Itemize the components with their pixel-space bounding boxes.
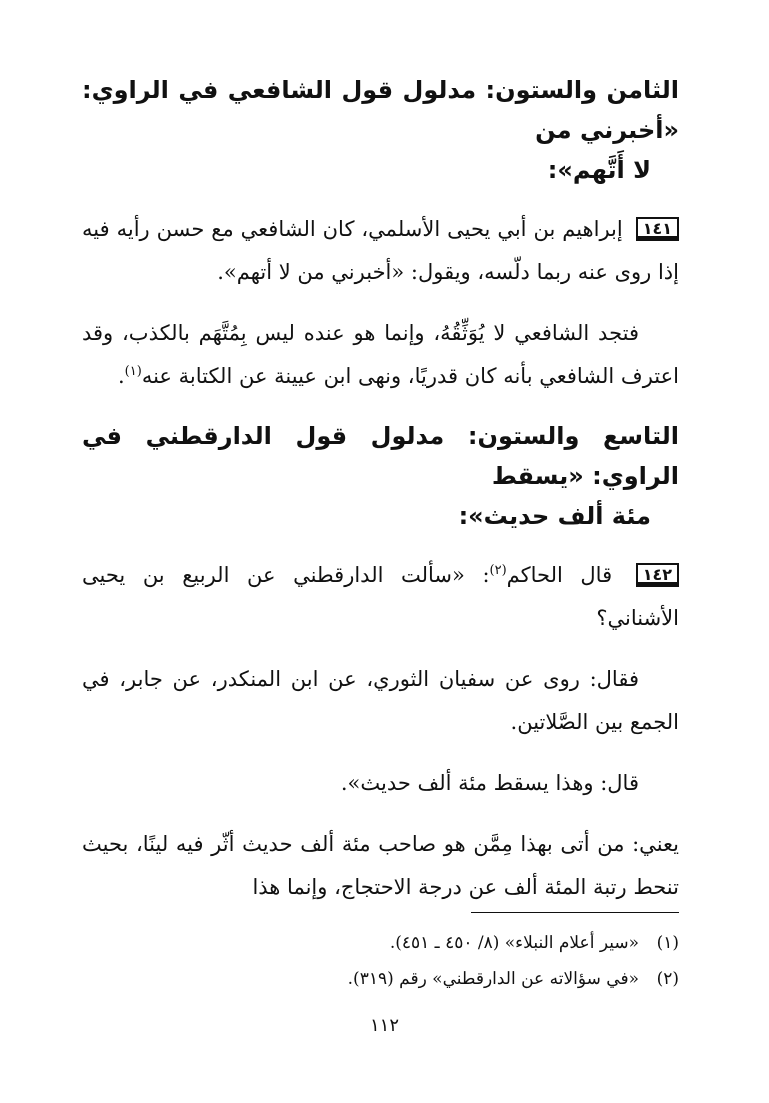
paragraph-142-explanation [82, 823, 679, 909]
commentary-text: فتجد الشافعي لا يُوَثِّقُهُ، وإنما هو عنده ليس بِمُتَّهَم بالكذب، وقد اعترف الشافعي بأنه كان قدريًا، ونهى ابن عيينة عن الكتابة عنه [82, 321, 679, 388]
paragraph-141-commentary [82, 312, 679, 398]
footnote-2 [82, 961, 679, 997]
footnote-1-text: «سير أعلام النبلاء» (٨/ ٤٥٠ ـ ٤٥١). [389, 933, 639, 953]
quote-text: قال: وهذا يسقط مئة ألف حديث». [340, 771, 639, 795]
footnote-2-text: «في سؤالاته عن الدارقطني» رقم (٣١٩). [347, 969, 639, 989]
section-heading-69-line1: التاسع والستون: مدلول قول الدارقطني في الراوي: «يسقط [82, 422, 679, 490]
commentary-end: . [117, 364, 125, 388]
footnote-divider [471, 912, 679, 913]
item-number-141: ١٤١ [636, 217, 679, 241]
item-number-142: ١٤٢ [636, 563, 679, 587]
explanation-text: يعني: من أتى بهذا مِمَّن هو صاحب مئة ألف حديث أثّر فيه لينًا، بحيث تنحط رتبة المئة ألف عن درجة الاحتجاج، وإنما هذا [82, 832, 679, 899]
section-heading-69 [82, 416, 679, 536]
paragraph-142-answer [82, 658, 679, 744]
page-number: ١١٢ [369, 1015, 399, 1036]
paragraph-141-text: إبراهيم بن أبي يحيى الأسلمي، كان الشافعي مع حسن رأيه فيه إذا روى عنه ربما دلّسه، ويقول: «أخبرني من لا أتهم». [82, 217, 679, 284]
footnote-1 [82, 925, 679, 961]
section-heading-68-line1: الثامن والستون: مدلول قول الشافعي في الراوي: «أخبرني من [82, 76, 679, 144]
footnote-1-number: (١) [656, 933, 679, 953]
answer-text: فقال: روى عن سفيان الثوري، عن ابن المنكدر، عن جابر، في الجمع بين الصَّلاتين. [82, 667, 679, 734]
footnote-ref-2[interactable]: (٢) [489, 563, 507, 578]
paragraph-141 [82, 208, 679, 294]
paragraph-142-quote [82, 762, 679, 805]
paragraph-142 [82, 554, 679, 640]
page-body [82, 70, 679, 927]
footnote-2-number: (٢) [656, 969, 679, 989]
footnotes [82, 925, 679, 997]
section-heading-68-line2: لا أَتَّهم»: [547, 156, 651, 184]
paragraph-142-start: قال الحاكم [506, 563, 613, 587]
footnote-ref-1[interactable]: (١) [124, 364, 142, 379]
section-heading-69-line2: مئة ألف حديث»: [458, 502, 651, 530]
section-heading-68 [82, 70, 679, 190]
paragraph-142-rest: : «سألت الدارقطني عن الربيع بن يحيى الأشناني؟ [82, 563, 679, 630]
